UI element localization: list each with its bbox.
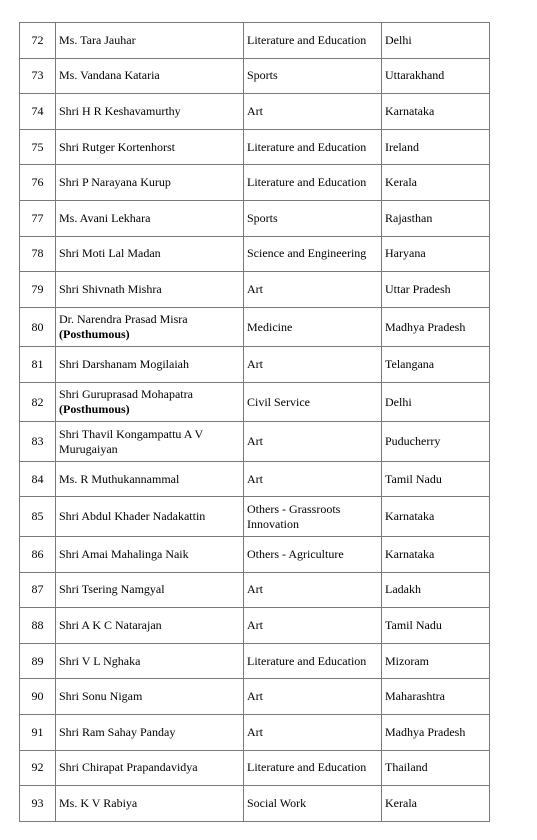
field-cell: Art <box>244 679 382 715</box>
awardee-name: Shri V L Nghaka <box>59 653 141 668</box>
awardee-name-cell <box>56 461 244 497</box>
table-row <box>20 608 490 644</box>
awards-table-body <box>20 23 490 822</box>
state-country-cell: Maharashtra <box>382 679 490 715</box>
field-cell: Sports <box>244 200 382 236</box>
awardee-name-cell <box>56 786 244 822</box>
table-row <box>20 94 490 130</box>
posthumous-note: (Posthumous) <box>59 327 130 341</box>
table-row <box>20 750 490 786</box>
state-country-cell: Delhi <box>382 23 490 59</box>
field-cell: Art <box>244 422 382 462</box>
awardee-name: Shri Chirapat Prapandavidya <box>59 760 198 775</box>
state-country-cell: Rajasthan <box>382 200 490 236</box>
field-cell: Literature and Education <box>244 750 382 786</box>
awardee-name-cell <box>56 236 244 272</box>
state-country-cell: Mizoram <box>382 643 490 679</box>
serial-number-cell: 79 <box>20 272 56 308</box>
awardee-name-cell <box>56 272 244 308</box>
serial-number-cell: 76 <box>20 165 56 201</box>
serial-number-cell: 82 <box>20 382 56 422</box>
serial-number-cell: 87 <box>20 572 56 608</box>
field-cell: Civil Service <box>244 382 382 422</box>
serial-number-cell: 86 <box>20 536 56 572</box>
field-cell: Art <box>244 461 382 497</box>
awardee-name-cell <box>56 714 244 750</box>
field-cell: Art <box>244 714 382 750</box>
field-cell: Others - Agriculture <box>244 536 382 572</box>
field-cell: Art <box>244 608 382 644</box>
field-cell: Literature and Education <box>244 165 382 201</box>
state-country-cell: Tamil Nadu <box>382 608 490 644</box>
state-country-cell: Madhya Pradesh <box>382 714 490 750</box>
table-row <box>20 461 490 497</box>
table-row <box>20 497 490 537</box>
awardee-name-cell <box>56 679 244 715</box>
field-cell: Social Work <box>244 786 382 822</box>
table-row <box>20 786 490 822</box>
awardee-name: Ms. K V Rabiya <box>59 795 138 810</box>
table-row <box>20 347 490 383</box>
state-country-cell: Karnataka <box>382 536 490 572</box>
serial-number-cell: 75 <box>20 129 56 165</box>
field-cell: Medicine <box>244 307 382 347</box>
field-cell: Sports <box>244 58 382 94</box>
table-row <box>20 165 490 201</box>
field-cell: Art <box>244 272 382 308</box>
state-country-cell: Haryana <box>382 236 490 272</box>
awardee-name: Shri Sonu Nigam <box>59 689 143 704</box>
serial-number-cell: 81 <box>20 347 56 383</box>
table-row <box>20 23 490 59</box>
field-cell: Art <box>244 94 382 130</box>
field-cell: Art <box>244 347 382 383</box>
awardee-name: Shri Tsering Namgyal <box>59 582 165 597</box>
state-country-cell: Ireland <box>382 129 490 165</box>
awardee-name: Shri Abdul Khader Nadakattin <box>59 509 206 524</box>
awardee-name: Shri H R Keshavamurthy <box>59 103 181 118</box>
table-row <box>20 679 490 715</box>
serial-number-cell: 78 <box>20 236 56 272</box>
serial-number-cell: 73 <box>20 58 56 94</box>
awards-table <box>19 22 490 822</box>
state-country-cell: Tamil Nadu <box>382 461 490 497</box>
state-country-cell: Thailand <box>382 750 490 786</box>
awardee-name: Shri Amai Mahalinga Naik <box>59 546 189 561</box>
awardee-name: Dr. Narendra Prasad Misra <box>59 312 188 326</box>
field-cell: Others - Grassroots Innovation <box>244 497 382 537</box>
state-country-cell: Kerala <box>382 786 490 822</box>
serial-number-cell: 93 <box>20 786 56 822</box>
awardee-name: Ms. R Muthukannammal <box>59 471 180 486</box>
awardee-name: Shri Moti Lal Madan <box>59 246 161 261</box>
state-country-cell: Uttarakhand <box>382 58 490 94</box>
awardee-name-cell <box>56 643 244 679</box>
awardee-name: Shri Thavil Kongampattu A V Murugaiyan <box>59 426 204 456</box>
serial-number-cell: 90 <box>20 679 56 715</box>
state-country-cell: Telangana <box>382 347 490 383</box>
state-country-cell: Kerala <box>382 165 490 201</box>
awardee-name: Shri Darshanam Mogilaiah <box>59 357 189 372</box>
awardee-name-cell <box>56 129 244 165</box>
awardee-name: Shri Ram Sahay Panday <box>59 724 176 739</box>
awardee-name: Shri Shivnath Mishra <box>59 281 162 296</box>
awardee-name: Shri Guruprasad Mohapatra <box>59 387 193 402</box>
table-row <box>20 129 490 165</box>
serial-number-cell: 85 <box>20 497 56 537</box>
state-country-cell: Puducherry <box>382 422 490 462</box>
serial-number-cell: 88 <box>20 608 56 644</box>
awardee-name-cell <box>56 750 244 786</box>
table-row <box>20 714 490 750</box>
field-cell: Art <box>244 572 382 608</box>
serial-number-cell: 91 <box>20 714 56 750</box>
awardee-name-cell <box>56 422 244 462</box>
awardee-name: Shri A K C Natarajan <box>59 617 162 632</box>
awardee-name-cell <box>56 58 244 94</box>
serial-number-cell: 72 <box>20 23 56 59</box>
field-cell: Literature and Education <box>244 23 382 59</box>
awardee-name: Shri Rutger Kortenhorst <box>59 139 175 154</box>
awardee-name-cell <box>56 497 244 537</box>
field-cell: Literature and Education <box>244 129 382 165</box>
field-cell: Science and Engineering <box>244 236 382 272</box>
table-row <box>20 382 490 422</box>
serial-number-cell: 84 <box>20 461 56 497</box>
serial-number-cell: 74 <box>20 94 56 130</box>
awardee-name-cell <box>56 94 244 130</box>
table-row <box>20 643 490 679</box>
serial-number-cell: 83 <box>20 422 56 462</box>
awardee-name-cell <box>56 608 244 644</box>
state-country-cell: Karnataka <box>382 497 490 537</box>
awardee-name-cell <box>56 347 244 383</box>
serial-number-cell: 80 <box>20 307 56 347</box>
awardee-name: Ms. Avani Lekhara <box>59 210 151 225</box>
serial-number-cell: 77 <box>20 200 56 236</box>
awardee-name: Ms. Tara Jauhar <box>59 32 136 47</box>
awardee-name-cell <box>56 572 244 608</box>
table-row <box>20 536 490 572</box>
serial-number-cell: 89 <box>20 643 56 679</box>
state-country-cell: Uttar Pradesh <box>382 272 490 308</box>
serial-number-cell: 92 <box>20 750 56 786</box>
awardee-name-cell <box>56 165 244 201</box>
table-row <box>20 422 490 462</box>
table-row <box>20 200 490 236</box>
awardee-name-cell <box>56 536 244 572</box>
table-row <box>20 572 490 608</box>
state-country-cell: Ladakh <box>382 572 490 608</box>
state-country-cell: Madhya Pradesh <box>382 307 490 347</box>
table-row <box>20 307 490 347</box>
awardee-name-cell <box>56 307 244 347</box>
field-cell: Literature and Education <box>244 643 382 679</box>
state-country-cell: Delhi <box>382 382 490 422</box>
table-row <box>20 58 490 94</box>
posthumous-note: (Posthumous) <box>59 402 130 417</box>
state-country-cell: Karnataka <box>382 94 490 130</box>
table-row <box>20 272 490 308</box>
awardee-name: Ms. Vandana Kataria <box>59 68 160 83</box>
awardee-name-cell <box>56 382 244 422</box>
awardee-name: Shri P Narayana Kurup <box>59 175 171 190</box>
table-row <box>20 236 490 272</box>
awardee-name-cell <box>56 23 244 59</box>
awardee-name-cell <box>56 200 244 236</box>
